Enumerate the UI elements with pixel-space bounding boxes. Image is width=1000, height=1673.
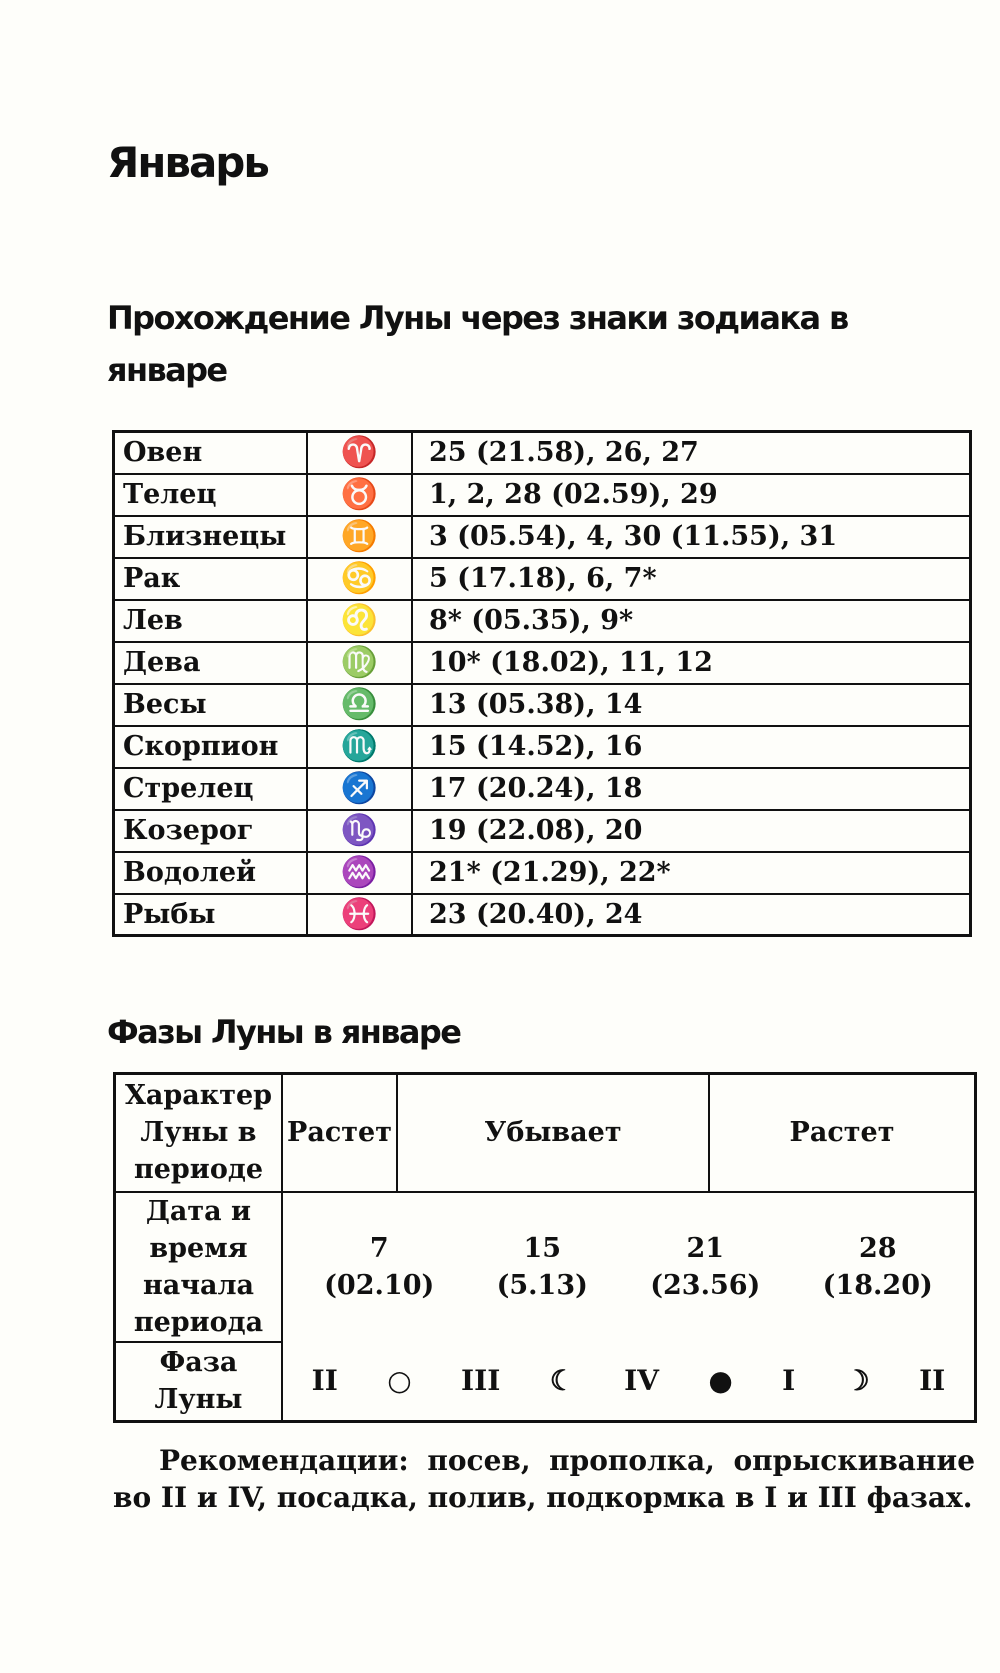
zodiac-dates: 3 (05.54), 4, 30 (11.55), 31 — [412, 516, 971, 558]
zodiac-dates: 15 (14.52), 16 — [412, 726, 971, 768]
period-time: (23.56) — [650, 1270, 761, 1301]
zodiac-dates: 13 (05.38), 14 — [412, 684, 971, 726]
zodiac-sign-name: Водолей — [114, 852, 308, 894]
zodiac-row — [114, 474, 971, 516]
zodiac-dates: 19 (22.08), 20 — [412, 810, 971, 852]
period-start — [497, 1230, 588, 1304]
gemini-icon: ♊ — [307, 516, 412, 558]
zodiac-sign-name: Овен — [114, 432, 308, 474]
zodiac-section-title: Прохождение Луны через знаки зодиака в январе — [107, 299, 848, 389]
zodiac-sign-name: Рыбы — [114, 894, 308, 936]
zodiac-row — [114, 642, 971, 684]
zodiac-dates: 25 (21.58), 26, 27 — [412, 432, 971, 474]
zodiac-dates: 1, 2, 28 (02.59), 29 — [412, 474, 971, 516]
cancer-icon: ♋ — [307, 558, 412, 600]
zodiac-sign-name: Козерог — [114, 810, 308, 852]
zodiac-row — [114, 894, 971, 936]
zodiac-row — [114, 558, 971, 600]
full-moon-icon: ○ — [387, 1364, 412, 1398]
waxing-moon-icon: ☽ — [844, 1364, 870, 1398]
sagittarius-icon: ♐ — [307, 768, 412, 810]
period-start-list — [283, 1230, 974, 1304]
waning-moon-icon: ☾ — [549, 1364, 575, 1398]
phase-label: II — [311, 1364, 338, 1398]
zodiac-sign-name: Скорпион — [114, 726, 308, 768]
zodiac-table — [112, 430, 972, 937]
period-date: 21 — [686, 1233, 725, 1264]
period-time: (5.13) — [496, 1270, 588, 1301]
phase-label: I — [782, 1364, 796, 1398]
period-start — [650, 1230, 760, 1304]
zodiac-dates: 17 (20.24), 18 — [412, 768, 971, 810]
recommendation-text — [113, 1442, 975, 1516]
character-row-header: Характер Луны в периоде — [115, 1074, 283, 1192]
virgo-icon: ♍ — [307, 642, 412, 684]
zodiac-sign-name: Весы — [114, 684, 308, 726]
zodiac-dates: 8* (05.35), 9* — [412, 600, 971, 642]
zodiac-dates: 21* (21.29), 22* — [412, 852, 971, 894]
taurus-icon: ♉ — [307, 474, 412, 516]
zodiac-dates: 5 (17.18), 6, 7* — [412, 558, 971, 600]
zodiac-row — [114, 684, 971, 726]
zodiac-row — [114, 726, 971, 768]
zodiac-dates: 10* (18.02), 11, 12 — [412, 642, 971, 684]
zodiac-sign-name: Близнецы — [114, 516, 308, 558]
period-start — [823, 1230, 933, 1304]
period-date: 15 — [523, 1233, 562, 1264]
capricorn-icon: ♑ — [307, 810, 412, 852]
zodiac-dates: 23 (20.40), 24 — [412, 894, 971, 936]
aquarius-icon: ♒ — [307, 852, 412, 894]
zodiac-sign-name: Телец — [114, 474, 308, 516]
new-moon-icon: ● — [708, 1364, 733, 1398]
phase-label: II — [919, 1364, 946, 1398]
phase-label: IV — [624, 1364, 659, 1398]
character-row — [115, 1074, 976, 1192]
zodiac-sign-name: Стрелец — [114, 768, 308, 810]
character-waning: Убывает — [397, 1074, 709, 1192]
phase-row — [115, 1342, 976, 1422]
period-time: (18.20) — [822, 1270, 933, 1301]
character-growing-2: Растет — [709, 1074, 976, 1192]
phase-sequence — [283, 1364, 974, 1397]
zodiac-sign-name: Лев — [114, 600, 308, 642]
period-date: 28 — [858, 1233, 897, 1264]
character-growing-1: Растет — [282, 1074, 397, 1192]
pisces-icon: ♓ — [307, 894, 412, 936]
zodiac-sign-name: Дева — [114, 642, 308, 684]
zodiac-sign-name: Рак — [114, 558, 308, 600]
page-title: Январь — [107, 138, 268, 187]
libra-icon: ♎ — [307, 684, 412, 726]
zodiac-row — [114, 810, 971, 852]
moon-phases-table — [113, 1072, 977, 1423]
datetime-row-header: Дата и время начала периода — [115, 1192, 283, 1342]
zodiac-row — [114, 516, 971, 558]
scorpio-icon: ♏ — [307, 726, 412, 768]
leo-icon: ♌ — [307, 600, 412, 642]
recommendation-body: посев, прополка, опрыскивание во II и IV, посадка, полив, подкормка в I и III фазах. — [113, 1444, 976, 1514]
period-time: (02.10) — [324, 1270, 435, 1301]
phases-section-title: Фазы Луны в январе — [107, 1013, 461, 1051]
zodiac-row — [114, 852, 971, 894]
period-start — [324, 1230, 434, 1304]
phase-row-header: Фаза Луны — [115, 1342, 283, 1422]
recommendation-lead: Рекомендации: — [159, 1444, 409, 1477]
zodiac-row — [114, 600, 971, 642]
zodiac-row — [114, 768, 971, 810]
datetime-row — [115, 1192, 976, 1342]
phase-label: III — [461, 1364, 501, 1398]
period-date: 7 — [369, 1233, 389, 1264]
zodiac-row — [114, 432, 971, 474]
aries-icon: ♈ — [307, 432, 412, 474]
